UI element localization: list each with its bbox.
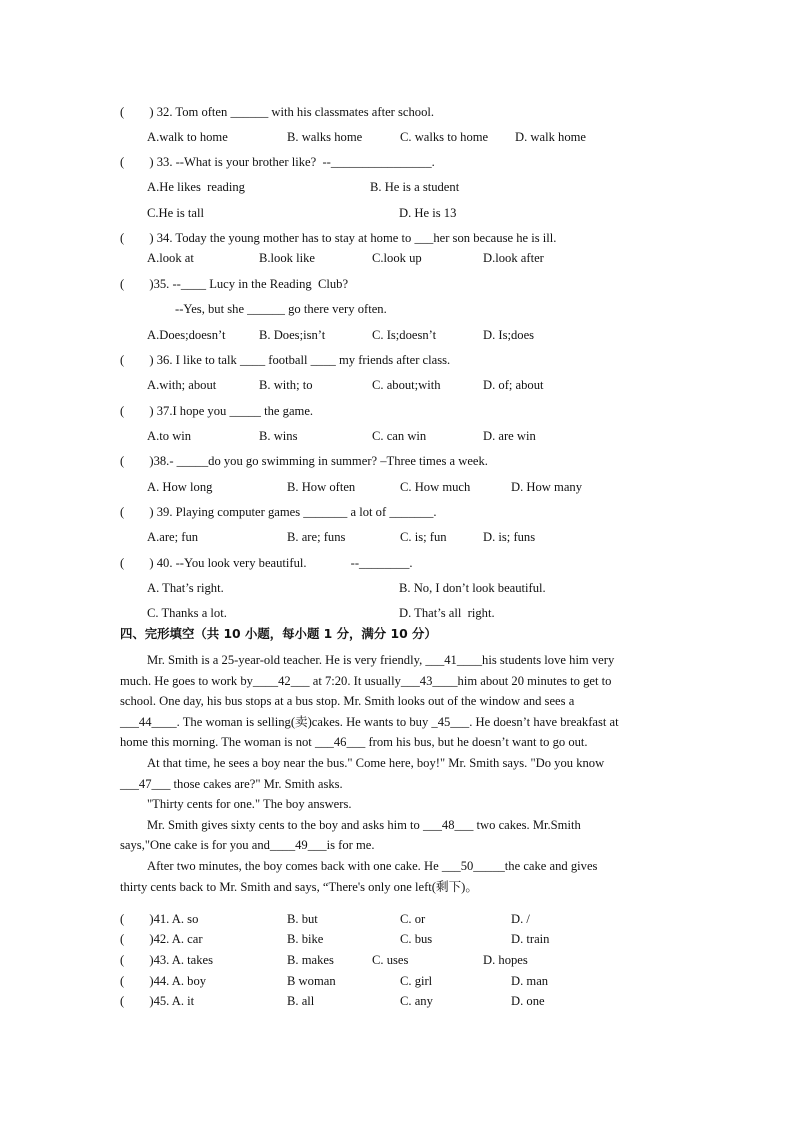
q37-option-b: B. wins	[259, 429, 298, 443]
cloze-43-option-a: ( )43. A. takes	[120, 953, 214, 967]
q33-option-c: C.He is tall	[147, 206, 205, 220]
question-32-stem: ( ) 32. Tom often ______ with his classmates after school.	[120, 105, 435, 119]
question-37-stem: ( ) 37.I hope you _____ the game.	[120, 404, 314, 418]
q36-option-a: A.with; about	[147, 378, 217, 392]
q33-option-b: B. He is a student	[370, 180, 460, 194]
q40-option-a: A. That’s right.	[147, 581, 224, 595]
cloze-41-option-a: ( )41. A. so	[120, 912, 199, 926]
cloze-42-option-c: C. bus	[400, 932, 433, 946]
passage-line: ___44____. The woman is selling(卖)cakes. He wants to buy _45___. He doesn’t have breakfast at	[120, 714, 619, 729]
q35-option-c: C. Is;doesn’t	[372, 328, 437, 342]
q34-option-c: C.look up	[372, 251, 422, 265]
q36-option-b: B. with; to	[259, 378, 313, 392]
passage-line: At that time, he sees a boy near the bus." Come here, boy!" Mr. Smith says. "Do you know	[147, 755, 605, 770]
cloze-43-option-b: B. makes	[287, 953, 334, 967]
cloze-45-option-c: C. any	[400, 994, 433, 1008]
q39-option-b: B. are; funs	[287, 530, 346, 544]
cloze-42-option-b: B. bike	[287, 932, 324, 946]
q38-option-c: C. How much	[400, 480, 471, 494]
cloze-45-option-d: D. one	[511, 994, 545, 1008]
q35-option-b: B. Does;isn’t	[259, 328, 326, 342]
q34-option-b: B.look like	[259, 251, 315, 265]
q33-option-d: D. He is 13	[399, 206, 457, 220]
passage-line: much. He goes to work by____42___ at 7:20. It usually___43____him about 20 minutes to get to	[120, 673, 612, 688]
passage-line: thirty cents back to Mr. Smith and says, “There's only one left(剩下)。	[120, 879, 478, 894]
q37-option-d: D. are win	[483, 429, 536, 443]
q40-option-b: B. No, I don’t look beautiful.	[399, 581, 546, 595]
question-39-stem: ( ) 39. Playing computer games _______ a lot of _______.	[120, 505, 437, 519]
cloze-44-option-c: C. girl	[400, 974, 433, 988]
q32-option-d: D. walk home	[515, 130, 586, 144]
question-35-response: --Yes, but she ______ go there very often.	[175, 302, 387, 316]
cloze-42-option-d: D. train	[511, 932, 550, 946]
q36-option-d: D. of; about	[483, 378, 544, 392]
cloze-42-option-a: ( )42. A. car	[120, 932, 203, 946]
passage-line: school. One day, his bus stops at a bus stop. Mr. Smith looks out of the window and sees a	[120, 694, 575, 709]
cloze-43-option-c: C. uses	[372, 953, 409, 967]
cloze-44-option-a: ( )44. A. boy	[120, 974, 207, 988]
q33-option-a: A.He likes reading	[147, 180, 245, 194]
cloze-44-option-d: D. man	[511, 974, 549, 988]
q32-option-b: B. walks home	[287, 130, 363, 144]
cloze-43-option-d: D. hopes	[483, 953, 528, 967]
question-34-stem: ( ) 34. Today the young mother has to stay at home to ___her son because he is ill.	[120, 231, 557, 245]
question-38-stem: ( )38.- _____do you go swimming in summer? –Three times a week.	[120, 454, 488, 468]
passage-line: home this morning. The woman is not ___46___ from his bus, but he doesn’t want to go out.	[120, 735, 588, 750]
cloze-41-option-b: B. but	[287, 912, 318, 926]
passage-line: Mr. Smith is a 25-year-old teacher. He is very friendly, ___41____his students love him very	[147, 653, 615, 667]
passage-line: says,"One cake is for you and____49___is for me.	[120, 838, 375, 853]
q34-option-a: A.look at	[147, 251, 194, 265]
cloze-passage	[120, 650, 675, 897]
q35-option-a: A.Does;doesn’t	[147, 328, 226, 342]
q38-option-a: A. How long	[147, 480, 213, 494]
q39-option-d: D. is; funs	[483, 530, 536, 544]
q32-option-c: C. walks to home	[400, 130, 489, 144]
q38-option-b: B. How often	[287, 480, 356, 494]
question-33-stem: ( ) 33. --What is your brother like? --________________.	[120, 155, 435, 169]
passage-line: "Thirty cents for one." The boy answers.	[147, 797, 352, 812]
cloze-45-option-a: ( )45. A. it	[120, 994, 195, 1008]
q40-option-c: C. Thanks a lot.	[147, 606, 227, 620]
q32-option-a: A.walk to home	[147, 130, 228, 144]
q34-option-d: D.look after	[483, 251, 544, 265]
q39-option-a: A.are; fun	[147, 530, 199, 544]
question-36-stem: ( ) 36. I like to talk ____ football ____ my friends after class.	[120, 353, 451, 367]
q39-option-c: C. is; fun	[400, 530, 447, 544]
question-35-stem: ( )35. --____ Lucy in the Reading Club?	[120, 277, 349, 291]
section-heading: 四、完形填空（共 10 小题，每小题 1 分，满分 10 分）	[120, 626, 437, 641]
q38-option-d: D. How many	[511, 480, 583, 494]
cloze-41-option-c: C. or	[400, 912, 426, 926]
q35-option-d: D. Is;does	[483, 328, 535, 342]
cloze-45-option-b: B. all	[287, 994, 315, 1008]
q36-option-c: C. about;with	[372, 378, 441, 392]
passage-line: ___47___ those cakes are?" Mr. Smith asks.	[120, 776, 343, 791]
q37-option-a: A.to win	[147, 429, 192, 443]
passage-line: Mr. Smith gives sixty cents to the boy and asks him to ___48___ two cakes. Mr.Smith	[147, 817, 581, 832]
passage-line: After two minutes, the boy comes back with one cake. He ___50_____the cake and gives	[147, 858, 598, 873]
cloze-41-option-d: D. /	[511, 912, 530, 926]
question-40-stem: ( ) 40. --You look very beautiful. --________.	[120, 556, 413, 570]
cloze-44-option-b: B woman	[287, 974, 336, 988]
q40-option-d: D. That’s all right.	[399, 606, 495, 620]
q37-option-c: C. can win	[372, 429, 427, 443]
